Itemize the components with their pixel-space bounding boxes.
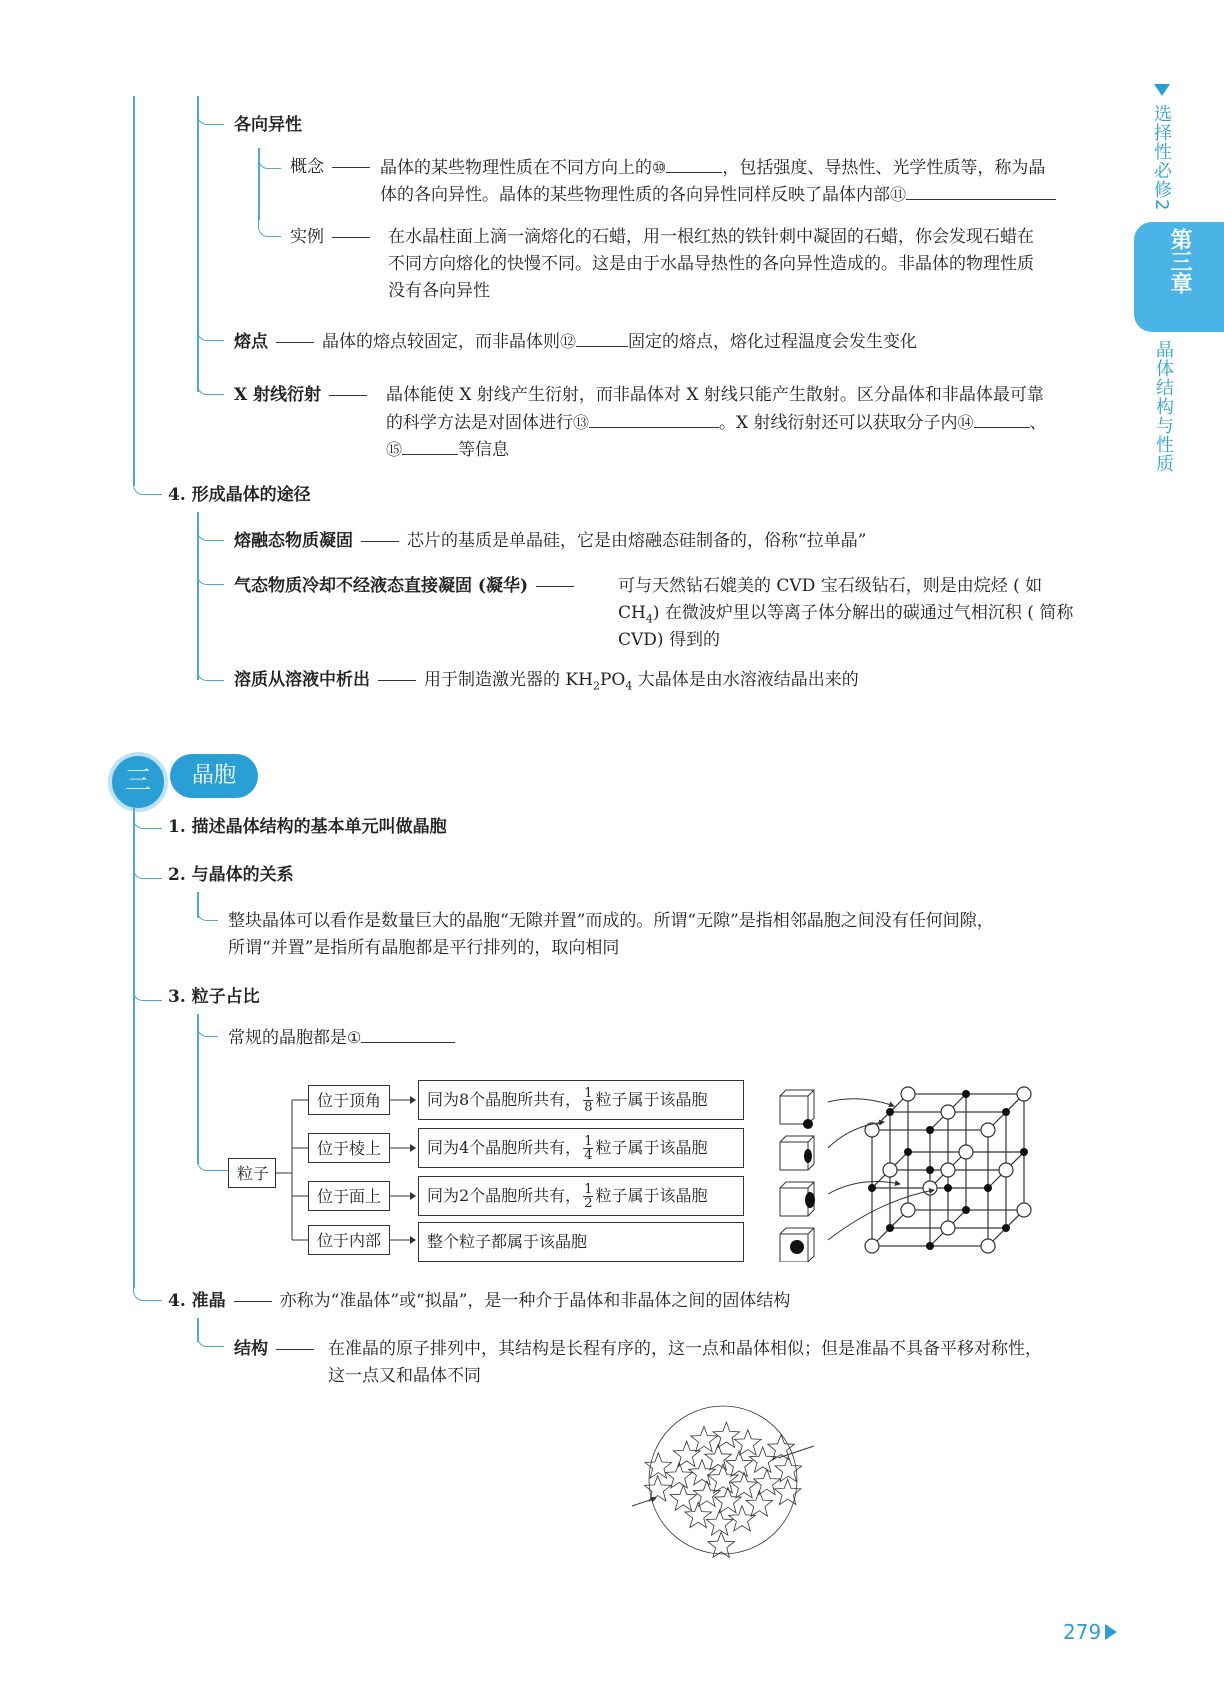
- fraction-denominator: 4: [584, 1148, 593, 1163]
- tree-connector: [133, 470, 162, 495]
- formation-item2-line3: CVD) 得到的: [618, 630, 720, 650]
- formation-item-label: 气态物质冷却不经液态直接凝固 (凝华): [234, 576, 529, 596]
- tree-sub-line: [197, 1014, 199, 1164]
- xray-text: 的科学方法是对固体进行: [386, 413, 573, 433]
- formula-text: 大晶体是由水溶液结晶出来的: [632, 670, 859, 690]
- melting-text: 固定的熔点，熔化过程温度会发生变化: [628, 332, 918, 352]
- tree-connector: [197, 656, 224, 681]
- concept-label: [290, 154, 378, 180]
- fraction: [583, 1135, 593, 1162]
- tree-connector: [197, 560, 224, 585]
- xray-text: 、: [1029, 413, 1047, 433]
- share-text: 粒子属于该晶胞: [595, 1186, 708, 1205]
- section3-item1: 1. 描述晶体结构的基本单元叫做晶胞: [168, 817, 447, 837]
- fraction-denominator: 2: [584, 1196, 593, 1211]
- share-text: 粒子属于该晶胞: [595, 1138, 708, 1157]
- dash-connector: [329, 395, 367, 396]
- xray-text: 。X 射线衍射还可以获取分子内: [719, 413, 958, 433]
- tree-connector: [133, 808, 162, 829]
- formation-item-label: 溶质从溶液中析出: [234, 670, 370, 690]
- crystal-lattice-figure: [820, 1080, 1040, 1260]
- quasicrystal-row: [168, 1288, 790, 1314]
- tree-connector: [258, 148, 281, 169]
- fraction-numerator: 1: [584, 1086, 593, 1101]
- tree-connector: [197, 1318, 224, 1347]
- share-box-face: [418, 1176, 744, 1216]
- blank-number: ⑭: [957, 413, 974, 432]
- position-box-vertex: 位于顶角: [308, 1085, 390, 1115]
- fill-blank[interactable]: [974, 409, 1030, 428]
- quasicrystal-text: 亦称为“准晶体”或“拟晶”，是一种介于晶体和非晶体之间的固体结构: [279, 1291, 791, 1311]
- concept-line2: [380, 181, 1056, 208]
- dash-connector: [234, 1301, 272, 1302]
- book-title: 选择性必修2: [1151, 104, 1172, 212]
- share-text: 粒子属于该晶胞: [595, 1090, 708, 1109]
- share-text: 同为8个晶胞所共有，: [427, 1090, 582, 1109]
- example-label-text: 实例: [290, 227, 324, 247]
- triangle-down-icon: [1154, 84, 1170, 96]
- page-number-text: 279: [1063, 1620, 1102, 1644]
- xray-line3: [386, 436, 509, 463]
- formation-item-label: 熔融态物质凝固: [234, 531, 353, 551]
- structure-line1: 在准晶的原子排列中，其结构是长程有序的，这一点和晶体相似；但是准晶不具备平移对称性，: [328, 1339, 1042, 1359]
- chapter-label: 第三章: [1167, 228, 1192, 294]
- fill-blank[interactable]: [402, 436, 458, 455]
- chapter-title: 晶体结构与性质: [1153, 340, 1174, 473]
- quasicrystal-tile: [691, 1426, 718, 1451]
- tree-connector: [258, 214, 281, 237]
- concept-label-text: 概念: [290, 157, 324, 177]
- quasicrystal-tile: [673, 1441, 700, 1466]
- tree-main-line: [133, 96, 135, 486]
- section-badge: 三: [108, 752, 168, 812]
- formation-item2-line1: 可与天然钻石媲美的 CVD 宝石级钻石，则是由烷烃 ( 如: [618, 576, 1043, 596]
- page-number: [1063, 1620, 1117, 1644]
- tree-connector: [197, 892, 218, 921]
- xray-line1: 晶体能使 X 射线产生衍射，而非晶体对 X 射线只能产生散射。区分晶体和非晶体最可靠: [386, 385, 1044, 405]
- formula-text: ) 在微波炉里以等离子体分解出的碳通过气相沉积 ( 简称: [652, 603, 1074, 623]
- formation-item-text: 芯片的基质是单晶硅，它是由熔融态硅制备的，俗称“拉单晶”: [407, 531, 867, 551]
- tree-connector: [197, 1014, 218, 1037]
- blank-number: ⑩: [652, 158, 667, 177]
- section3-item2: 2. 与晶体的关系: [168, 865, 294, 885]
- unit-cube-icons: [776, 1086, 826, 1262]
- share-box-edge: [418, 1128, 744, 1168]
- quasicrystal-tile: [644, 1476, 671, 1501]
- melting-label: 熔点: [234, 332, 268, 352]
- fraction: [583, 1183, 593, 1210]
- quasicrystal-tile: [670, 1485, 697, 1510]
- concept-text: ，包括强度、导热性、光学性质等，称为晶: [722, 158, 1046, 178]
- concept-line1: [380, 154, 1045, 181]
- fill-blank[interactable]: [666, 154, 722, 173]
- blank-number: ⑫: [560, 332, 577, 351]
- dash-connector: [536, 586, 574, 587]
- fraction-numerator: 1: [584, 1134, 593, 1149]
- example-line3: 没有各向异性: [388, 281, 490, 301]
- formula-sub: 2: [592, 679, 600, 693]
- dash-connector: [378, 680, 416, 681]
- tree-main-line: [133, 808, 135, 1288]
- formula-sub: 4: [645, 612, 653, 626]
- fill-blank[interactable]: [576, 328, 628, 347]
- xray-text: 等信息: [458, 440, 510, 460]
- quasicrystal-label: 4. 准晶: [168, 1291, 226, 1311]
- structure-label: [234, 1336, 322, 1362]
- dash-connector: [361, 541, 399, 542]
- quasicrystal-figure: [628, 1398, 818, 1564]
- quasicrystal-tile: [735, 1430, 762, 1455]
- formation-item1: [234, 528, 866, 554]
- cube-vertex-icon: [780, 1090, 814, 1129]
- tree-connector: [197, 1148, 228, 1171]
- structure-label-text: 结构: [234, 1339, 268, 1359]
- blank-number: ⑬: [573, 413, 590, 432]
- quasicrystal-tile: [685, 1502, 712, 1527]
- structure-line2: 这一点又和晶体不同: [328, 1366, 481, 1386]
- blank-number: ⑮: [386, 440, 403, 459]
- cube-face-icon: [780, 1182, 815, 1216]
- cube-edge-icon: [780, 1136, 814, 1170]
- tree-connector: [133, 1278, 162, 1301]
- xray-line2: [386, 409, 1047, 436]
- dash-connector: [276, 342, 314, 343]
- chapter-tab[interactable]: [1134, 222, 1224, 332]
- relation-line1: 整块晶体可以看作是数量巨大的晶胞“无隙并置”而成的。所谓“无隙”是指相邻晶胞之间没有任何间隙，: [228, 911, 994, 931]
- blank-number: ⑪: [890, 185, 907, 204]
- fill-blank[interactable]: [906, 181, 1056, 200]
- share-text: 同为4个晶胞所共有，: [427, 1138, 582, 1157]
- fraction: [583, 1087, 593, 1114]
- particle-box: 粒子: [228, 1158, 276, 1188]
- tree-connector: [197, 316, 224, 341]
- blank-number: ①: [347, 1028, 362, 1047]
- section-title: 晶胞: [170, 754, 258, 798]
- formation-heading: 4. 形成晶体的途径: [168, 485, 311, 505]
- formula-text: PO: [599, 670, 626, 690]
- quasicrystal-tile: [706, 1510, 733, 1535]
- melting-text: 晶体的熔点较固定，而非晶体则: [322, 332, 560, 352]
- quasicrystal-tile: [729, 1506, 756, 1531]
- share-text: 同为2个晶胞所共有，: [427, 1186, 582, 1205]
- position-box-interior: 位于内部: [308, 1225, 390, 1255]
- share-box-vertex: [418, 1080, 744, 1120]
- share-box-interior: 整个粒子都属于该晶胞: [418, 1222, 744, 1262]
- quasicrystal-tile: [705, 1445, 732, 1470]
- quasicrystal-tile: [726, 1451, 753, 1476]
- example-line1: 在水晶柱面上滴一滴熔化的石蜡，用一根红热的铁针刺中凝固的石蜡，你会发现石蜡在: [388, 227, 1034, 247]
- dash-connector: [276, 1349, 314, 1350]
- tree-connector: [133, 858, 162, 879]
- xray-label-text: X 射线衍射: [234, 385, 322, 405]
- formula-text: 用于制造激光器的 KH: [424, 670, 593, 690]
- quasicrystal-tile: [749, 1447, 776, 1472]
- quasicrystal-tile: [713, 1422, 740, 1447]
- triangle-right-icon: [1105, 1624, 1117, 1640]
- xray-label: [234, 382, 375, 408]
- tree-connector: [133, 980, 162, 1001]
- cell-type-line: [228, 1024, 455, 1051]
- formation-item3: [234, 667, 859, 699]
- formula-sub: 4: [625, 679, 633, 693]
- fraction-denominator: 8: [584, 1100, 593, 1115]
- section3-item3: 3. 粒子占比: [168, 987, 260, 1007]
- position-box-edge: 位于棱上: [308, 1133, 390, 1163]
- fill-blank[interactable]: [361, 1024, 455, 1043]
- relation-line2: 所谓“并置”是指所有晶胞都是平行排列的，取向相同: [228, 938, 620, 958]
- quasicrystal-tile: [731, 1473, 758, 1498]
- fill-blank[interactable]: [589, 409, 719, 428]
- fraction-numerator: 1: [584, 1182, 593, 1197]
- tree-sub-line: [197, 96, 199, 392]
- formation-item2-label: [234, 573, 582, 599]
- example-line2: 不同方向熔化的快慢不同。这是由于水晶导热性的各向异性造成的。非晶体的物理性质: [388, 254, 1034, 274]
- melting-row: [234, 328, 917, 355]
- cube-interior-icon: [780, 1228, 814, 1262]
- tree-connector: [197, 512, 224, 541]
- tree-connector: [197, 96, 224, 125]
- dash-connector: [332, 167, 370, 168]
- tree-connector: [197, 370, 224, 395]
- cell-type-text: 常规的晶胞都是: [228, 1028, 347, 1048]
- quasicrystal-tile: [775, 1456, 802, 1481]
- formula-text: CH: [618, 603, 646, 623]
- example-label: [290, 224, 378, 250]
- dash-connector: [332, 237, 370, 238]
- concept-text: 体的各向异性。晶体的某些物理性质的各向异性同样反映了晶体内部: [380, 185, 890, 205]
- position-box-face: 位于面上: [308, 1181, 390, 1211]
- concept-text: 晶体的某些物理性质在不同方向上的: [380, 158, 652, 178]
- anisotropy-heading: 各向异性: [234, 115, 302, 135]
